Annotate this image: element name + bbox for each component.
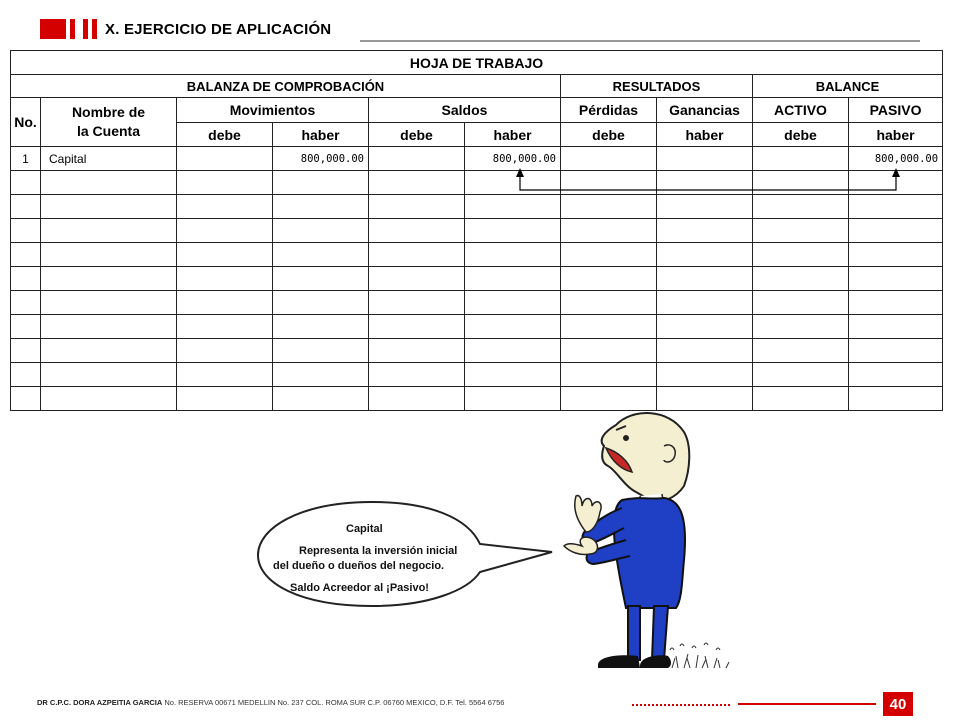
row-sal-haber: 800,000.00 <box>465 147 561 171</box>
group-balanza: BALANZA DE COMPROBACIÓN <box>11 75 561 98</box>
footer-red-rule <box>738 703 876 705</box>
footer-author: DR C.P.C. DORA AZPEITIA GARCIA <box>37 698 163 707</box>
row-no: 1 <box>11 147 41 171</box>
sub-bal-debe: debe <box>753 123 849 147</box>
bubble-line2: del dueño o dueños del negocio. <box>273 560 445 572</box>
col-nombre-line1: Nombre de <box>71 104 146 120</box>
row-account-name: Capital <box>41 147 177 171</box>
col-pasivo: PASIVO <box>849 98 943 123</box>
col-nombre-line2: la Cuenta <box>76 123 140 139</box>
col-perdidas: Pérdidas <box>561 98 657 123</box>
col-movimientos: Movimientos <box>177 98 369 123</box>
footer-address: No. RESERVA 00671 MEDELLIN No. 237 COL. ROMA SUR C.P. 06760 MEXICO, D.F. Tel. 5564 6756 <box>162 698 505 707</box>
group-balance: BALANCE <box>753 75 943 98</box>
col-no: No. <box>11 98 41 147</box>
section-title: X. EJERCICIO DE APLICACIÓN <box>105 20 332 38</box>
sub-mov-haber: haber <box>273 123 369 147</box>
sub-res-debe: debe <box>561 123 657 147</box>
sub-sal-haber: haber <box>465 123 561 147</box>
group-resultados: RESULTADOS <box>561 75 753 98</box>
row-pasivo: 800,000.00 <box>849 147 943 171</box>
sub-mov-debe: debe <box>177 123 273 147</box>
col-activo: ACTIVO <box>753 98 849 123</box>
bubble-title: Capital <box>346 523 383 535</box>
bubble-line3: Saldo Acreedor al ¡Pasivo! <box>290 582 429 594</box>
sub-sal-debe: debe <box>369 123 465 147</box>
row-mov-haber: 800,000.00 <box>273 147 369 171</box>
sub-bal-haber: haber <box>849 123 943 147</box>
page-number: 40 <box>883 692 913 716</box>
col-ganancias: Ganancias <box>657 98 753 123</box>
footer-credit <box>37 698 504 707</box>
worksheet-title: HOJA DE TRABAJO <box>11 51 943 75</box>
col-saldos: Saldos <box>369 98 561 123</box>
sub-res-haber: haber <box>657 123 753 147</box>
bubble-line1: Representa la inversión inicial <box>299 545 458 557</box>
footer-dotted-rule <box>632 704 730 706</box>
